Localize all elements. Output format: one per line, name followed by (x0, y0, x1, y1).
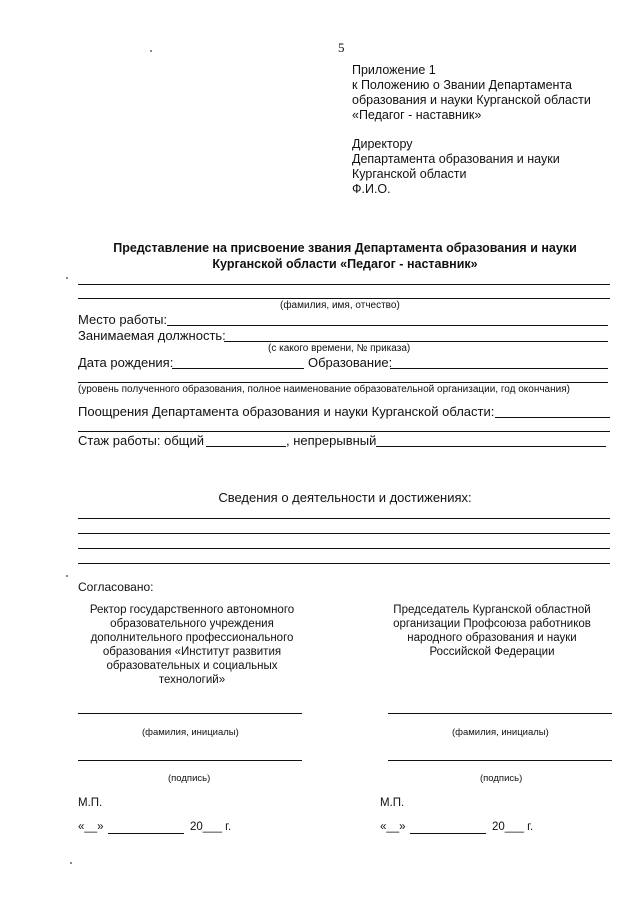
left-signature-field[interactable] (78, 760, 302, 761)
addressee-line: Департамента образования и науки (352, 152, 560, 166)
addressee-line: Директору (352, 137, 413, 151)
scan-speck (70, 862, 72, 864)
annex-line: к Положению о Звании Департамента (352, 78, 573, 92)
activity-line[interactable] (78, 563, 610, 564)
annex-block (352, 63, 591, 123)
position-caption: (с какого времени, № приказа) (268, 343, 411, 354)
fio-caption: (фамилия, имя, отчество) (280, 300, 400, 311)
left-date-month-field[interactable] (108, 833, 184, 834)
experience-total-field[interactable] (206, 446, 286, 447)
right-date-year: 20___ г. (492, 821, 534, 833)
education-caption: (уровень полученного образования, полное наименование образовательной организации, год окончания) (78, 384, 570, 395)
left-signatory-line: образовательных и социальных (106, 660, 278, 672)
position-field[interactable] (224, 341, 608, 342)
activity-line[interactable] (78, 533, 610, 534)
activity-title: Сведения о деятельности и достижениях: (218, 490, 472, 505)
annex-line: образования и науки Курганской области (352, 93, 591, 107)
scan-speck (66, 277, 68, 279)
right-date-month-field[interactable] (410, 833, 486, 834)
activity-line[interactable] (78, 548, 610, 549)
right-name-field[interactable] (388, 713, 612, 714)
right-stamp-place: М.П. (380, 797, 405, 809)
workplace-label: Место работы: (78, 312, 168, 327)
left-signatory-line: образовательного учреждения (110, 618, 274, 630)
title-line-1: Представление на присвоение звания Департамента образования и науки (113, 241, 577, 255)
right-signatory-line: организации Профсоюза работников (393, 618, 591, 630)
education-line-2[interactable] (78, 382, 608, 383)
page-number: 5 (338, 40, 345, 55)
right-signatory-line: Председатель Курганской областной (393, 604, 591, 616)
right-signature-field[interactable] (388, 760, 612, 761)
document-title (60, 240, 630, 272)
right-name-caption: (фамилия, инициалы) (452, 727, 549, 738)
scan-speck (150, 50, 152, 52)
birthdate-label: Дата рождения: (78, 355, 174, 370)
position-label: Занимаемая должность: (78, 328, 226, 343)
addressee-line: Курганской области (352, 167, 467, 181)
awards-label: Поощрения Департамента образования и науки Курганской области: (78, 404, 495, 419)
left-name-caption: (фамилия, инициалы) (142, 727, 239, 738)
workplace-field[interactable] (167, 325, 608, 326)
left-stamp-place: М.П. (78, 797, 103, 809)
agreed-label: Согласовано: (78, 580, 154, 594)
scan-speck (66, 575, 68, 577)
right-signatory-title (372, 603, 612, 659)
birthdate-field[interactable] (172, 368, 304, 369)
awards-field[interactable] (495, 417, 610, 418)
education-label: Образование: (308, 355, 393, 370)
left-date-year: 20___ г. (190, 821, 232, 833)
right-date-open: «__» (380, 821, 406, 833)
left-sign-caption: (подпись) (168, 773, 211, 784)
left-date-open: «__» (78, 821, 104, 833)
title-line-2: Курганской области «Педагог - наставник» (212, 257, 478, 271)
addressee-block (352, 137, 560, 197)
left-signatory-line: дополнительного профессионального (90, 632, 294, 644)
annex-line: «Педагог - наставник» (352, 108, 482, 122)
experience-continuous-field[interactable] (376, 446, 606, 447)
activity-line[interactable] (78, 518, 610, 519)
experience-label: Стаж работы: общий (78, 433, 205, 448)
awards-line-2[interactable] (78, 431, 610, 432)
fio-line-2[interactable] (78, 298, 610, 299)
annex-line: Приложение 1 (352, 63, 436, 77)
left-signatory-line: технологий» (158, 674, 226, 686)
education-field[interactable] (390, 368, 608, 369)
left-signatory-title (72, 603, 312, 687)
right-sign-caption: (подпись) (480, 773, 523, 784)
addressee-line: Ф.И.О. (352, 182, 391, 196)
left-signatory-line: Ректор государственного автономного (89, 604, 295, 616)
right-signatory-line: Российской Федерации (429, 646, 555, 658)
continuous-label: , непрерывный (286, 433, 377, 448)
fio-line-1[interactable] (78, 284, 610, 285)
left-signatory-line: образования «Институт развития (102, 646, 282, 658)
right-signatory-line: народного образования и науки (407, 632, 577, 644)
left-name-field[interactable] (78, 713, 302, 714)
